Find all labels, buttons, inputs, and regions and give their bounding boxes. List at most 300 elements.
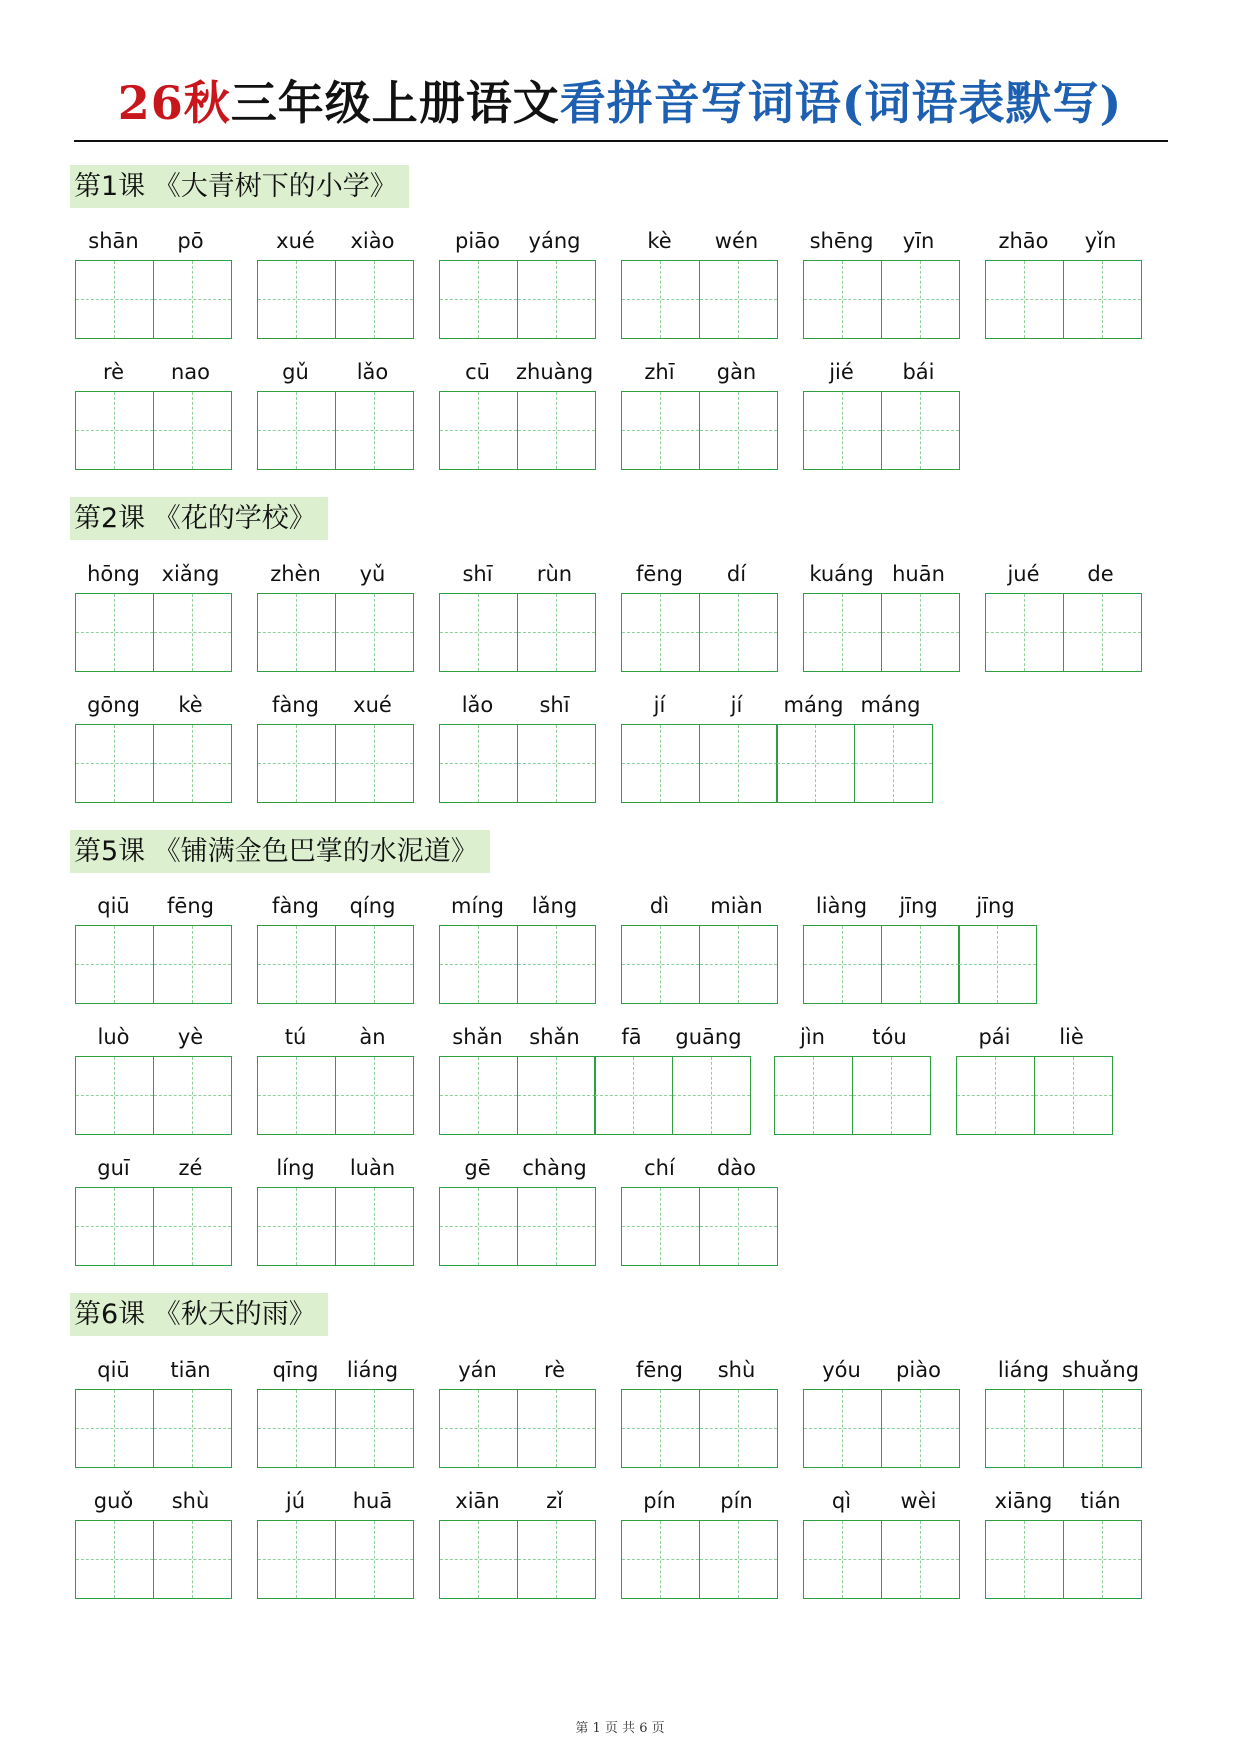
pinyin-syllable: shēng [809, 229, 874, 253]
pinyin-syllable: fēng [636, 1358, 683, 1382]
lesson-heading: 第2课 《花的学校》 [70, 497, 328, 540]
lesson-heading: 第6课 《秋天的雨》 [70, 1293, 328, 1336]
pinyin-row [75, 693, 229, 717]
pinyin-row [621, 1489, 775, 1513]
writing-box[interactable] [699, 593, 778, 672]
word-item [439, 1156, 594, 1266]
writing-box[interactable] [75, 593, 154, 672]
writing-box[interactable] [153, 1520, 232, 1599]
writing-box[interactable] [257, 724, 336, 803]
writing-grid [774, 1056, 929, 1135]
writing-box[interactable] [439, 925, 518, 1004]
writing-box[interactable] [335, 925, 414, 1004]
pinyin-syllable: fā [621, 1025, 642, 1049]
pinyin-syllable: tú [284, 1025, 307, 1049]
writing-box[interactable] [985, 1389, 1064, 1468]
pinyin-syllable: kuáng [809, 562, 874, 586]
writing-box[interactable] [257, 391, 336, 470]
writing-box[interactable] [699, 1520, 778, 1599]
pinyin-row [621, 894, 775, 918]
pinyin-syllable: àn [359, 1025, 386, 1049]
writing-box[interactable] [621, 260, 700, 339]
word-item [75, 1156, 230, 1266]
writing-box[interactable] [803, 1520, 882, 1599]
pinyin-row [75, 894, 229, 918]
writing-box[interactable] [621, 1520, 700, 1599]
word-item [439, 693, 594, 803]
word-item [621, 1156, 776, 1266]
writing-grid [621, 1187, 776, 1266]
writing-box[interactable] [517, 391, 596, 470]
pinyin-syllable: yáng [528, 229, 581, 253]
pinyin-syllable: luàn [349, 1156, 396, 1180]
writing-box[interactable] [1063, 593, 1142, 672]
word-item [803, 229, 958, 339]
writing-box[interactable] [621, 724, 700, 803]
writing-box[interactable] [439, 1187, 518, 1266]
word-item [439, 1025, 749, 1135]
pinyin-syllable: xué [276, 229, 315, 253]
pinyin-syllable: xiān [455, 1489, 500, 1513]
writing-grid [75, 391, 230, 470]
pinyin-row [257, 1025, 411, 1049]
word-item [621, 1489, 776, 1599]
pinyin-syllable: pín [643, 1489, 676, 1513]
writing-grid [621, 724, 931, 803]
writing-grid [257, 593, 412, 672]
writing-box[interactable] [335, 724, 414, 803]
writing-box[interactable] [335, 1389, 414, 1468]
pinyin-syllable: nao [170, 360, 211, 384]
writing-grid [621, 1520, 776, 1599]
writing-box[interactable] [439, 260, 518, 339]
pinyin-syllable: cū [465, 360, 490, 384]
writing-grid [257, 391, 412, 470]
word-item [803, 1489, 958, 1599]
writing-box[interactable] [335, 1187, 414, 1266]
writing-box[interactable] [699, 260, 778, 339]
writing-box[interactable] [257, 1056, 336, 1135]
writing-grid [803, 260, 958, 339]
writing-box[interactable] [75, 1187, 154, 1266]
pinyin-row [75, 1358, 229, 1382]
pinyin-syllable: lǎng [531, 894, 578, 918]
pinyin-row [985, 562, 1139, 586]
pinyin-syllable: guāng [675, 1025, 742, 1049]
pinyin-syllable: liè [1059, 1025, 1084, 1049]
word-item [75, 1025, 230, 1135]
word-item [621, 360, 776, 470]
writing-box[interactable] [699, 724, 778, 803]
writing-box[interactable] [153, 1056, 232, 1135]
writing-box[interactable] [803, 1389, 882, 1468]
pinyin-syllable: miàn [710, 894, 763, 918]
writing-box[interactable] [1063, 1520, 1142, 1599]
writing-box[interactable] [517, 925, 596, 1004]
pinyin-syllable: qiū [97, 894, 130, 918]
pinyin-row [75, 1025, 229, 1049]
pinyin-syllable: yán [458, 1358, 497, 1382]
writing-box[interactable] [153, 1389, 232, 1468]
word-item [257, 1025, 412, 1135]
writing-box[interactable] [517, 1520, 596, 1599]
word-item [439, 894, 594, 1004]
pinyin-syllable: líng [276, 1156, 315, 1180]
pinyin-syllable: wèi [900, 1489, 937, 1513]
pinyin-row [75, 562, 229, 586]
pinyin-row [257, 229, 411, 253]
word-item [803, 562, 958, 672]
pinyin-syllable: jí [653, 693, 666, 717]
writing-grid [621, 1389, 776, 1468]
writing-grid [75, 1389, 230, 1468]
pinyin-syllable: shù [717, 1358, 756, 1382]
writing-box[interactable] [621, 391, 700, 470]
pinyin-syllable: zhī [644, 360, 675, 384]
writing-grid [439, 1520, 594, 1599]
word-item [621, 562, 776, 672]
pinyin-row [985, 1489, 1139, 1513]
pinyin-syllable: kè [178, 693, 203, 717]
writing-grid [257, 925, 412, 1004]
writing-box[interactable] [1034, 1056, 1113, 1135]
pinyin-row [803, 1358, 957, 1382]
writing-grid [985, 260, 1140, 339]
writing-box[interactable] [517, 1187, 596, 1266]
pinyin-row [985, 229, 1139, 253]
pinyin-row [803, 562, 957, 586]
writing-box[interactable] [517, 1389, 596, 1468]
writing-box[interactable] [257, 1389, 336, 1468]
pinyin-syllable: huān [892, 562, 945, 586]
writing-box[interactable] [852, 1056, 931, 1135]
writing-grid [257, 1520, 412, 1599]
writing-box[interactable] [439, 1056, 518, 1135]
writing-box[interactable] [776, 724, 855, 803]
pinyin-syllable: fēng [167, 894, 214, 918]
word-item [621, 229, 776, 339]
pinyin-row [75, 1156, 229, 1180]
title-year: 26秋 [117, 76, 231, 130]
writing-box[interactable] [75, 1389, 154, 1468]
writing-box[interactable] [153, 391, 232, 470]
pinyin-syllable: rè [543, 1358, 566, 1382]
writing-box[interactable] [881, 593, 960, 672]
writing-grid [621, 925, 776, 1004]
word-item [257, 693, 412, 803]
word-item [985, 229, 1140, 339]
writing-box[interactable] [439, 593, 518, 672]
writing-box[interactable] [153, 260, 232, 339]
pinyin-syllable: dí [726, 562, 747, 586]
writing-box[interactable] [803, 925, 882, 1004]
writing-grid [803, 1520, 958, 1599]
pinyin-row [75, 229, 229, 253]
pinyin-row [439, 1156, 593, 1180]
pinyin-syllable: zhuàng [516, 360, 594, 384]
word-item [439, 562, 594, 672]
writing-box[interactable] [803, 391, 882, 470]
writing-grid [75, 724, 230, 803]
pinyin-row [621, 1358, 775, 1382]
pinyin-syllable: pín [720, 1489, 753, 1513]
writing-box[interactable] [517, 1056, 596, 1135]
word-item [439, 229, 594, 339]
word-item [75, 562, 230, 672]
pinyin-row [439, 1489, 593, 1513]
word-item [75, 1358, 230, 1468]
pinyin-syllable: liàng [815, 894, 868, 918]
pinyin-syllable: lǎo [461, 693, 494, 717]
pinyin-syllable: shù [171, 1489, 210, 1513]
word-item [257, 894, 412, 1004]
pinyin-row [75, 1489, 229, 1513]
pinyin-row [621, 562, 775, 586]
word-item [621, 1358, 776, 1468]
writing-box[interactable] [985, 260, 1064, 339]
writing-grid [439, 925, 594, 1004]
writing-box[interactable] [257, 925, 336, 1004]
writing-box[interactable] [881, 1389, 960, 1468]
word-item [257, 360, 412, 470]
writing-box[interactable] [699, 1187, 778, 1266]
word-item [803, 360, 958, 470]
writing-grid [75, 1520, 230, 1599]
pinyin-row [257, 1358, 411, 1382]
pinyin-row [439, 360, 593, 384]
writing-box[interactable] [257, 1187, 336, 1266]
word-item [257, 562, 412, 672]
writing-grid [439, 593, 594, 672]
pinyin-syllable: guǒ [93, 1489, 134, 1513]
pinyin-syllable: qíng [349, 894, 396, 918]
writing-grid [439, 260, 594, 339]
pinyin-syllable: qì [831, 1489, 852, 1513]
writing-box[interactable] [699, 925, 778, 1004]
writing-box[interactable] [257, 1520, 336, 1599]
pinyin-syllable: gē [464, 1156, 491, 1180]
word-item [75, 693, 230, 803]
writing-box[interactable] [985, 593, 1064, 672]
writing-box[interactable] [335, 391, 414, 470]
pinyin-row [621, 693, 929, 717]
pinyin-syllable: chí [644, 1156, 675, 1180]
pinyin-row [439, 229, 593, 253]
writing-box[interactable] [517, 593, 596, 672]
writing-grid [257, 724, 412, 803]
writing-box[interactable] [699, 1389, 778, 1468]
writing-box[interactable] [699, 391, 778, 470]
pinyin-syllable: zhèn [270, 562, 321, 586]
writing-box[interactable] [75, 925, 154, 1004]
word-item [621, 693, 931, 803]
writing-box[interactable] [257, 260, 336, 339]
writing-box[interactable] [881, 260, 960, 339]
writing-box[interactable] [672, 1056, 751, 1135]
writing-box[interactable] [956, 1056, 1035, 1135]
pinyin-row [803, 229, 957, 253]
pinyin-row [803, 894, 1034, 918]
writing-box[interactable] [621, 1389, 700, 1468]
writing-box[interactable] [621, 1187, 700, 1266]
word-item [257, 1156, 412, 1266]
title-task: 看拼音写词语(词语表默写) [559, 76, 1123, 130]
pinyin-syllable: shǎn [529, 1025, 580, 1049]
pinyin-syllable: gōng [87, 693, 140, 717]
writing-box[interactable] [854, 724, 933, 803]
writing-box[interactable] [153, 593, 232, 672]
writing-box[interactable] [153, 1187, 232, 1266]
pinyin-syllable: zhāo [998, 229, 1049, 253]
writing-box[interactable] [881, 391, 960, 470]
writing-box[interactable] [153, 925, 232, 1004]
writing-box[interactable] [335, 1520, 414, 1599]
writing-box[interactable] [517, 724, 596, 803]
writing-box[interactable] [1063, 1389, 1142, 1468]
pinyin-syllable: xiào [350, 229, 395, 253]
writing-grid [257, 260, 412, 339]
writing-box[interactable] [774, 1056, 853, 1135]
pinyin-syllable: jué [1007, 562, 1040, 586]
pinyin-syllable: jú [285, 1489, 306, 1513]
word-item [985, 1358, 1140, 1468]
word-item [439, 1489, 594, 1599]
pinyin-syllable: dào [716, 1156, 757, 1180]
writing-grid [75, 1187, 230, 1266]
writing-grid [803, 593, 958, 672]
pinyin-row [439, 1025, 747, 1049]
pinyin-syllable: míng [451, 894, 504, 918]
pinyin-syllable: luò [97, 1025, 130, 1049]
pinyin-syllable: xué [353, 693, 392, 717]
writing-box[interactable] [439, 1520, 518, 1599]
pinyin-syllable: pái [978, 1025, 1011, 1049]
writing-box[interactable] [75, 1520, 154, 1599]
writing-grid [439, 724, 594, 803]
word-item [621, 894, 776, 1004]
pinyin-syllable: shǎn [452, 1025, 503, 1049]
word-item [75, 229, 230, 339]
writing-grid [803, 925, 1036, 1004]
writing-grid [75, 260, 230, 339]
writing-box[interactable] [153, 724, 232, 803]
pinyin-syllable: jīng [976, 894, 1015, 918]
pinyin-syllable: jí [730, 693, 743, 717]
pinyin-syllable: rè [102, 360, 125, 384]
pinyin-row [621, 229, 775, 253]
writing-box[interactable] [75, 260, 154, 339]
pinyin-syllable: pō [177, 229, 204, 253]
writing-box[interactable] [75, 391, 154, 470]
page-title [0, 68, 1240, 138]
pinyin-row [956, 1025, 1110, 1049]
pinyin-syllable: xiǎng [161, 562, 220, 586]
pinyin-syllable: hōng [87, 562, 140, 586]
pinyin-syllable: gǔ [282, 360, 309, 384]
pinyin-syllable: yǔ [359, 562, 386, 586]
writing-grid [621, 593, 776, 672]
word-item [257, 1358, 412, 1468]
pinyin-syllable: yè [177, 1025, 204, 1049]
writing-box[interactable] [1063, 260, 1142, 339]
word-item [75, 894, 230, 1004]
pinyin-syllable: yǐn [1084, 229, 1117, 253]
writing-box[interactable] [439, 391, 518, 470]
pinyin-syllable: dì [649, 894, 670, 918]
pinyin-row [257, 1156, 411, 1180]
word-item [75, 1489, 230, 1599]
word-item [956, 1025, 1111, 1135]
writing-box[interactable] [958, 925, 1037, 1004]
writing-grid [257, 1389, 412, 1468]
writing-box[interactable] [335, 593, 414, 672]
writing-box[interactable] [803, 260, 882, 339]
pinyin-row [621, 360, 775, 384]
pinyin-syllable: liáng [997, 1358, 1050, 1382]
writing-grid [985, 1389, 1140, 1468]
pinyin-syllable: tiān [170, 1358, 211, 1382]
writing-grid [75, 925, 230, 1004]
writing-box[interactable] [439, 1389, 518, 1468]
pinyin-syllable: jìn [800, 1025, 825, 1049]
word-item [985, 1489, 1140, 1599]
writing-box[interactable] [621, 593, 700, 672]
writing-box[interactable] [881, 925, 960, 1004]
pinyin-syllable: máng [783, 693, 844, 717]
writing-box[interactable] [803, 593, 882, 672]
word-item [803, 1358, 958, 1468]
writing-grid [803, 1389, 958, 1468]
pinyin-syllable: piāo [455, 229, 500, 253]
pinyin-row [75, 360, 229, 384]
writing-grid [621, 260, 776, 339]
word-item [774, 1025, 929, 1135]
writing-box[interactable] [881, 1520, 960, 1599]
pinyin-syllable: shī [539, 693, 570, 717]
pinyin-syllable: zé [178, 1156, 203, 1180]
pinyin-syllable: huā [352, 1489, 393, 1513]
pinyin-row [439, 693, 593, 717]
pinyin-syllable: xiāng [994, 1489, 1053, 1513]
writing-box[interactable] [517, 260, 596, 339]
writing-grid [439, 1056, 749, 1135]
pinyin-syllable: zǐ [546, 1489, 563, 1513]
pinyin-row [257, 693, 411, 717]
writing-box[interactable] [75, 1056, 154, 1135]
writing-grid [439, 391, 594, 470]
writing-grid [985, 1520, 1140, 1599]
page-footer: 第 1 页 共 6 页 [575, 1721, 665, 1736]
pinyin-syllable: tián [1080, 1489, 1121, 1513]
pinyin-syllable: liáng [346, 1358, 399, 1382]
word-item [439, 360, 594, 470]
writing-box[interactable] [335, 260, 414, 339]
writing-box[interactable] [985, 1520, 1064, 1599]
pinyin-syllable: jié [829, 360, 854, 384]
writing-box[interactable] [439, 724, 518, 803]
writing-box[interactable] [75, 724, 154, 803]
pinyin-syllable: gàn [716, 360, 757, 384]
writing-box[interactable] [257, 593, 336, 672]
pinyin-syllable: jīng [899, 894, 938, 918]
pinyin-syllable: tóu [872, 1025, 907, 1049]
writing-box[interactable] [621, 925, 700, 1004]
writing-box[interactable] [594, 1056, 673, 1135]
pinyin-row [257, 360, 411, 384]
writing-box[interactable] [335, 1056, 414, 1135]
pinyin-row [621, 1156, 775, 1180]
pinyin-syllable: de [1087, 562, 1114, 586]
